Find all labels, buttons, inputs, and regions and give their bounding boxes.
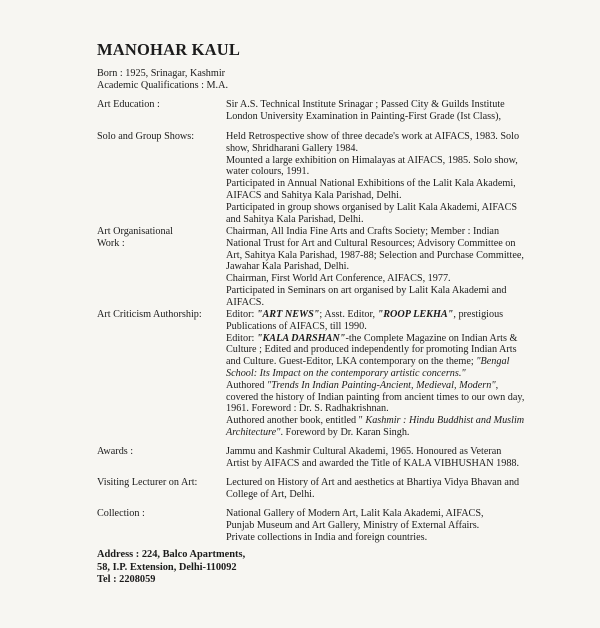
section-label: Collection : (97, 508, 145, 519)
text-line: Held Retrospective show of three decade's work at AIFACS, 1983. Solo (226, 131, 520, 142)
publication-title: "ROOP LEKHA" (377, 309, 454, 320)
text-line: London University Examination in Painting-First Grade (Ist Class), (226, 110, 502, 122)
text-line: Lectured on History of Art and aesthetics at Bhartiya Vidya Bhavan and (226, 477, 520, 488)
text-line: 1961. Foreword : Dr. S. Radhakrishnan. (226, 403, 389, 415)
text-line: Sir A.S. Technical Institute Srinagar ; Passed City & Guilds Institute (226, 99, 505, 110)
section-content (226, 446, 586, 470)
address-line: 58, I.P. Extension, Delhi-110092 (97, 561, 237, 573)
text-line: and Culture. Guest-Editor, LKA contemporary on the theme; "Bengal (226, 356, 510, 368)
publication-title: "ART NEWS" (256, 309, 320, 320)
theme-title: "Bengal (476, 356, 510, 368)
text-line: Participated in Seminars on art organised by Lalit Kala Akademi and (226, 284, 507, 296)
born-line: Born : 1925, Srinagar, Kashmir (97, 68, 226, 79)
text-line: Mounted a large exhibition on Himalayas at AIFACS, 1985. Solo show, (226, 154, 518, 166)
section-content (226, 99, 586, 123)
telephone-line: Tel : 2208059 (97, 574, 156, 585)
section-label: Visiting Lecturer on Art: (97, 477, 198, 488)
text-line: show, Shridharani Gallery 1984. (226, 142, 359, 154)
qualifications-line: Academic Qualifications : M.A. (97, 79, 228, 91)
personal-details (97, 68, 228, 92)
section-content (226, 508, 586, 543)
text-line: Art, Sahitya Kala Parishad, 1987-88; Selection and Purchase Committee, (226, 249, 524, 261)
label-line: Work : (97, 237, 125, 249)
text-line: AIFACS and Sahitya Kala Parishad, Delhi. (226, 189, 402, 201)
label-line: Art Organisational (97, 226, 173, 237)
publication-title: "KALA DARSHAN" (256, 332, 346, 344)
text-line: covered the history of Indian painting from ancient times to our own day, (226, 391, 525, 403)
text-line: water colours, 1991. (226, 166, 310, 178)
section-label: Solo and Group Shows: (97, 131, 195, 142)
book-title: Kashmir : Hindu Buddhist and Muslim (365, 415, 525, 427)
text-line: Jawahar Kala Parishad, Delhi. (226, 261, 350, 273)
text-line: School: Its Impact on the contemporary artistic concerns." (226, 367, 466, 379)
section-content (226, 309, 586, 439)
text-line: Publications of AIFACS, till 1990. (226, 320, 367, 332)
section-content (226, 226, 586, 309)
text-line: Culture ; Edited and produced independently for promoting Indian Arts (226, 344, 517, 356)
text-line: Participated in group shows organised by Lalit Kala Akademi, AIFACS (226, 201, 518, 213)
section-label: Awards : (97, 446, 134, 457)
text-line: Authored another book, entitled " Kashmir : Hindu Buddhist and Muslim (226, 415, 525, 427)
text-line: Artist by AIFACS and awarded the Title of KALA VIBHUSHAN 1988. (226, 457, 520, 469)
section-label: Art Criticism Authorship: (97, 309, 202, 320)
text-line: Participated in Annual National Exhibitions of the Lalit Kala Akademi, (226, 178, 516, 190)
book-title: Architecture" (226, 426, 281, 438)
text-line: National Trust for Art and Cultural Resources; Advisory Committee on (226, 237, 516, 249)
address-line: Address : 224, Balco Apartments, (97, 549, 246, 560)
text-line: Chairman, All India Fine Arts and Crafts Society; Member : Indian (226, 226, 500, 237)
section-label: Art Education : (97, 99, 160, 110)
book-title: "Trends In Indian Painting-Ancient, Medieval, Modern" (267, 379, 496, 391)
text-line: College of Art, Delhi. (226, 488, 315, 500)
text-line: AIFACS. (226, 296, 265, 308)
text-line: Authored "Trends In Indian Painting-Ancient, Medieval, Modern", (226, 379, 499, 391)
text-line: National Gallery of Modern Art, Lalit Kala Akademi, AIFACS, (226, 508, 484, 519)
artist-name: MANOHAR KAUL (97, 40, 241, 59)
text-line: Chairman, First World Art Conference, AIFACS, 1977. (226, 273, 451, 285)
text-line: Jammu and Kashmir Cultural Akademi, 1965. Honoured as Veteran (226, 446, 502, 457)
text-line: and Sahitya Kala Parishad, Delhi. (226, 213, 364, 225)
contact-address (97, 549, 245, 587)
text-line: Architecture". Foreword by Dr. Karan Singh. (226, 426, 410, 438)
text-line: Editor: "KALA DARSHAN"-the Complete Magazine on Indian Arts & (226, 332, 518, 344)
text-line: Punjab Museum and Art Gallery, Ministry of External Affairs. (226, 519, 480, 531)
section-content (226, 477, 586, 501)
section-label (97, 226, 219, 250)
text-line: Editor: "ART NEWS"; Asst. Editor, "ROOP LEKHA", prestigious (226, 309, 504, 320)
section-content (226, 131, 586, 225)
text-line: Private collections in India and foreign countries. (226, 531, 428, 543)
